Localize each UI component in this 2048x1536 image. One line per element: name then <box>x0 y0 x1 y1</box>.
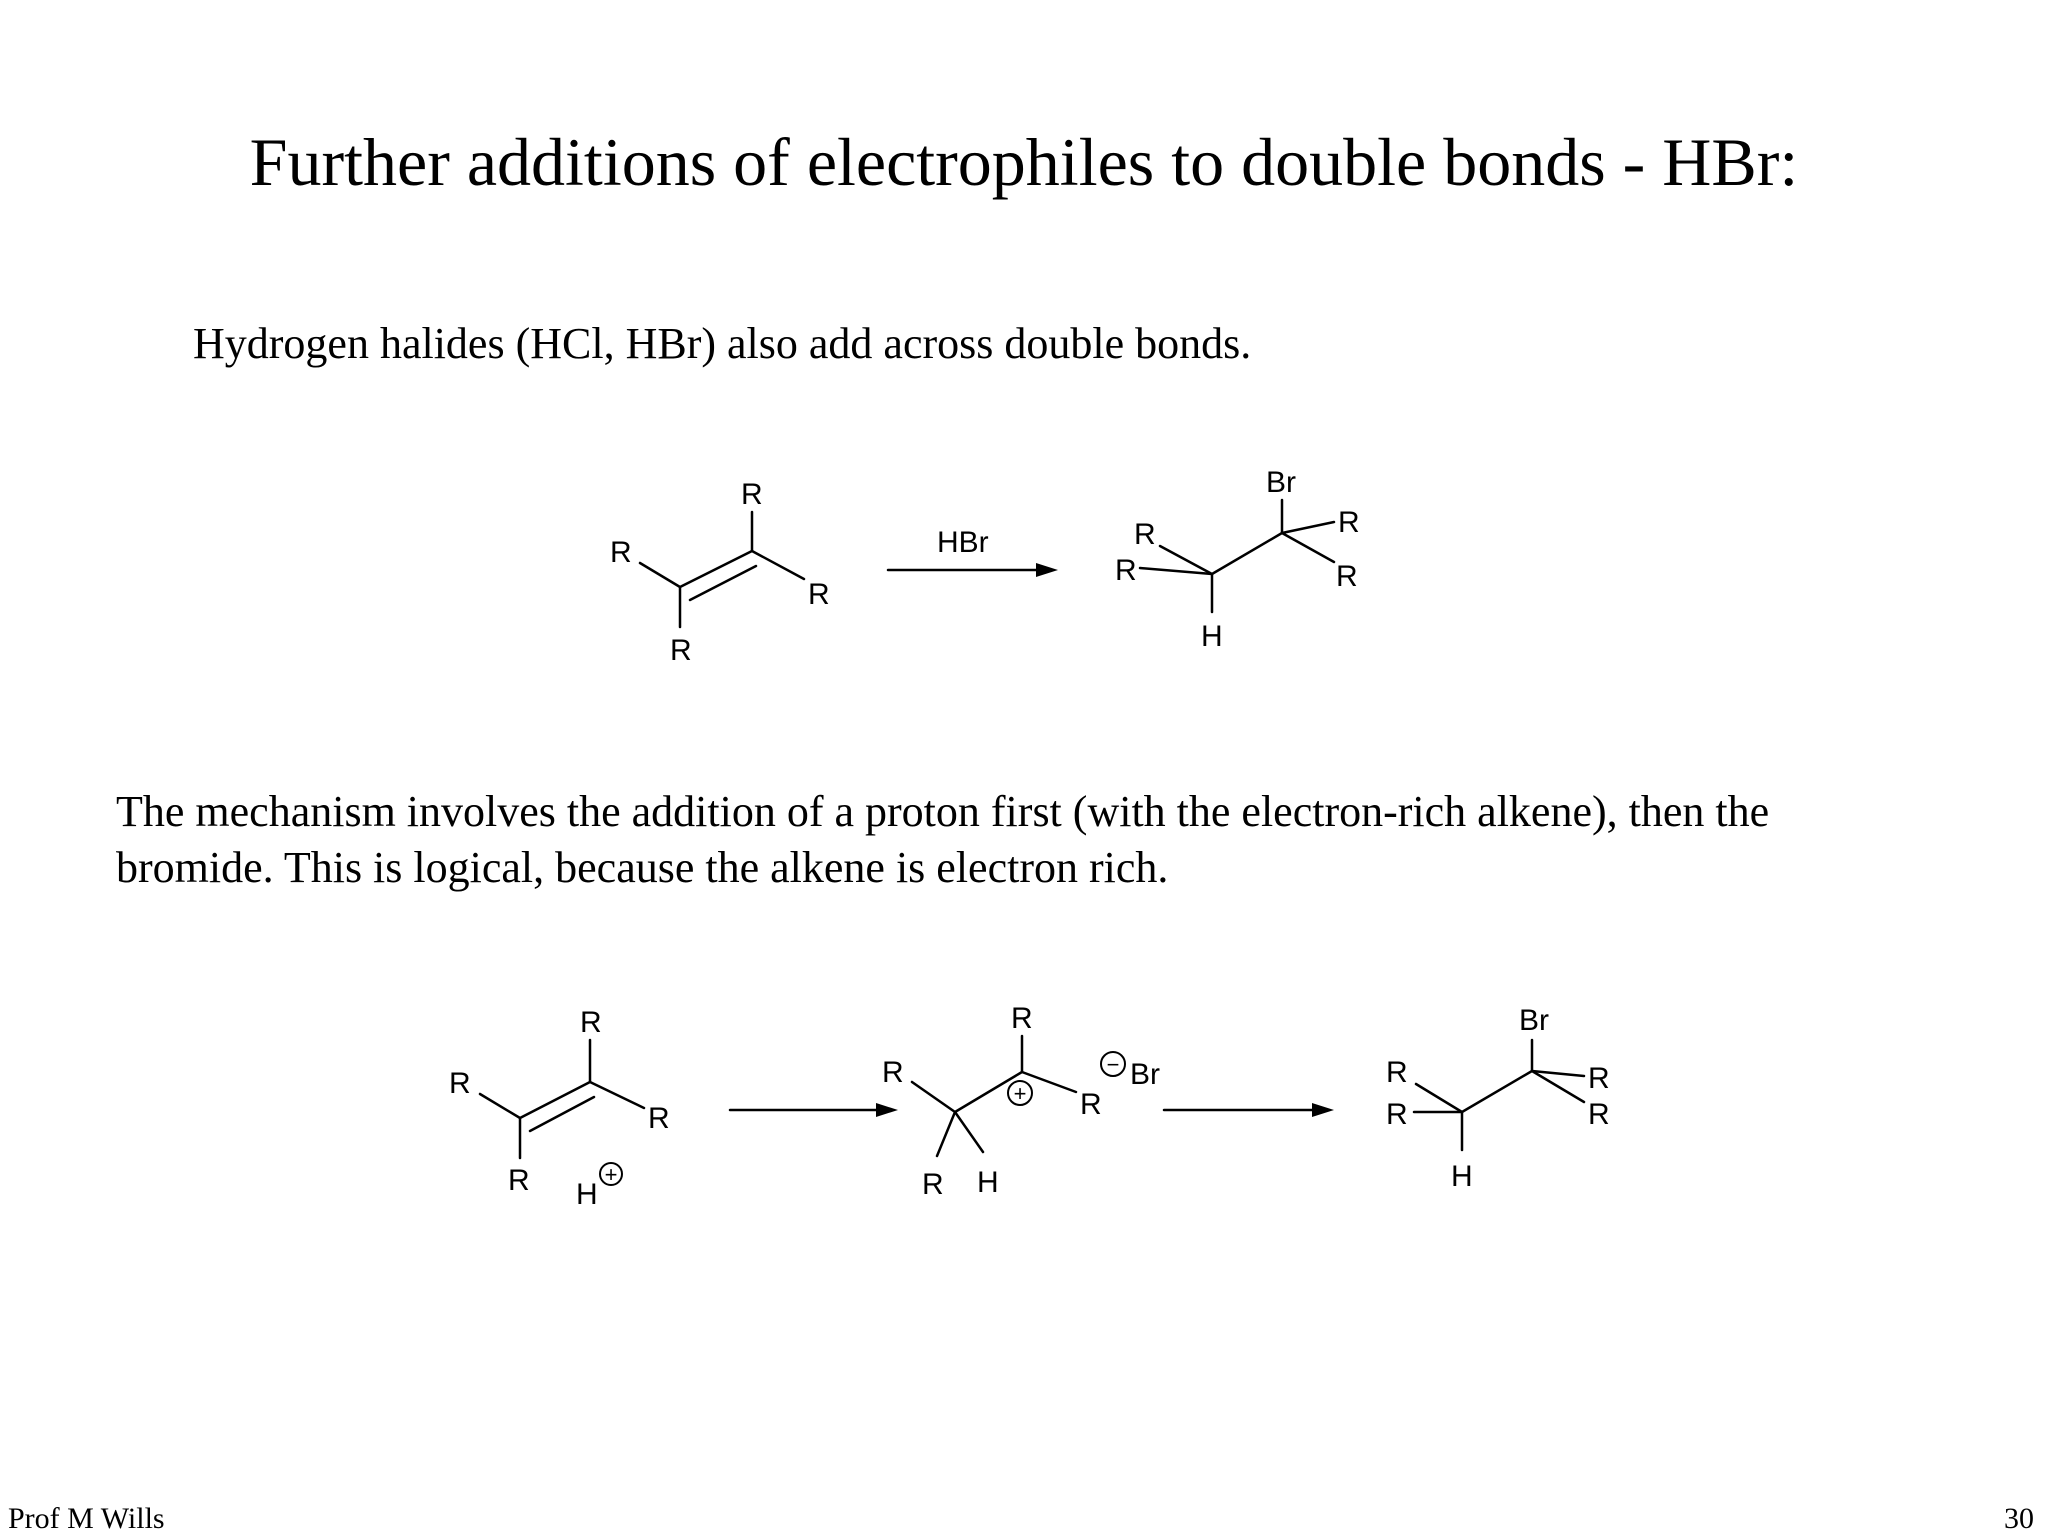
charge-minus-sign: − <box>1106 1052 1120 1077</box>
substituent-label-r: R <box>449 1067 471 1100</box>
substituent-label-br: Br <box>1130 1058 1160 1091</box>
substituent-label-r: R <box>580 1006 602 1039</box>
reaction-arrow-2 <box>730 1103 898 1117</box>
substituent-label-r: R <box>922 1168 944 1201</box>
reagent-label: HBr <box>937 526 989 559</box>
substituent-label-r: R <box>1386 1098 1408 1131</box>
substituent-label-r: R <box>1588 1062 1610 1095</box>
substituent-label-h: H <box>977 1166 999 1199</box>
mechanism-text-line-2: bromide. This is logical, because the alkene is electron rich. <box>116 843 1169 892</box>
substituent-label-r: R <box>808 578 830 611</box>
alkene-reactant-2 <box>449 1006 670 1211</box>
substituent-label-r: R <box>882 1056 904 1089</box>
page-number: 30 <box>2004 1502 2034 1535</box>
substituent-label-r: R <box>1336 560 1358 593</box>
substituent-label-h: H <box>576 1178 598 1211</box>
substituent-label-br: Br <box>1519 1004 1549 1037</box>
substituent-label-r: R <box>1115 554 1137 587</box>
substituent-label-r: R <box>508 1164 530 1197</box>
substituent-label-r: R <box>610 536 632 569</box>
substituent-label-r: R <box>1338 506 1360 539</box>
alkyl-bromide-product-2 <box>1386 1004 1610 1193</box>
charge-plus-sign: + <box>1013 1081 1027 1106</box>
substituent-label-r: R <box>1011 1002 1033 1035</box>
alkyl-bromide-product-1 <box>1115 466 1360 653</box>
substituent-label-r: R <box>670 634 692 667</box>
proton <box>576 1162 622 1211</box>
substituent-label-r: R <box>1386 1056 1408 1089</box>
intro-text: Hydrogen halides (HCl, HBr) also add across double bonds. <box>193 319 1252 368</box>
substituent-label-h: H <box>1201 620 1223 653</box>
carbocation-intermediate <box>882 1002 1160 1201</box>
slide-title: Further additions of electrophiles to double bonds - HBr: <box>249 124 1799 200</box>
footer-author: Prof M Wills <box>8 1502 165 1535</box>
substituent-label-r: R <box>1588 1098 1610 1131</box>
substituent-label-br: Br <box>1266 466 1296 499</box>
substituent-label-r: R <box>1134 518 1156 551</box>
bromide-anion <box>1101 1052 1160 1091</box>
mechanism-text-line-1: The mechanism involves the addition of a proton first (with the electron-rich alkene), then the <box>116 787 1770 836</box>
alkene-reactant-1 <box>610 478 830 667</box>
substituent-label-r: R <box>648 1102 670 1135</box>
charge-plus-sign: + <box>604 1162 618 1187</box>
substituent-label-r: R <box>741 478 763 511</box>
overall-reaction-scheme <box>610 466 1360 667</box>
substituent-label-r: R <box>1080 1088 1102 1121</box>
reaction-arrow-1 <box>888 526 1058 577</box>
substituent-label-h: H <box>1451 1160 1473 1193</box>
reaction-arrow-3 <box>1164 1103 1334 1117</box>
mechanism-scheme <box>449 1002 1610 1211</box>
